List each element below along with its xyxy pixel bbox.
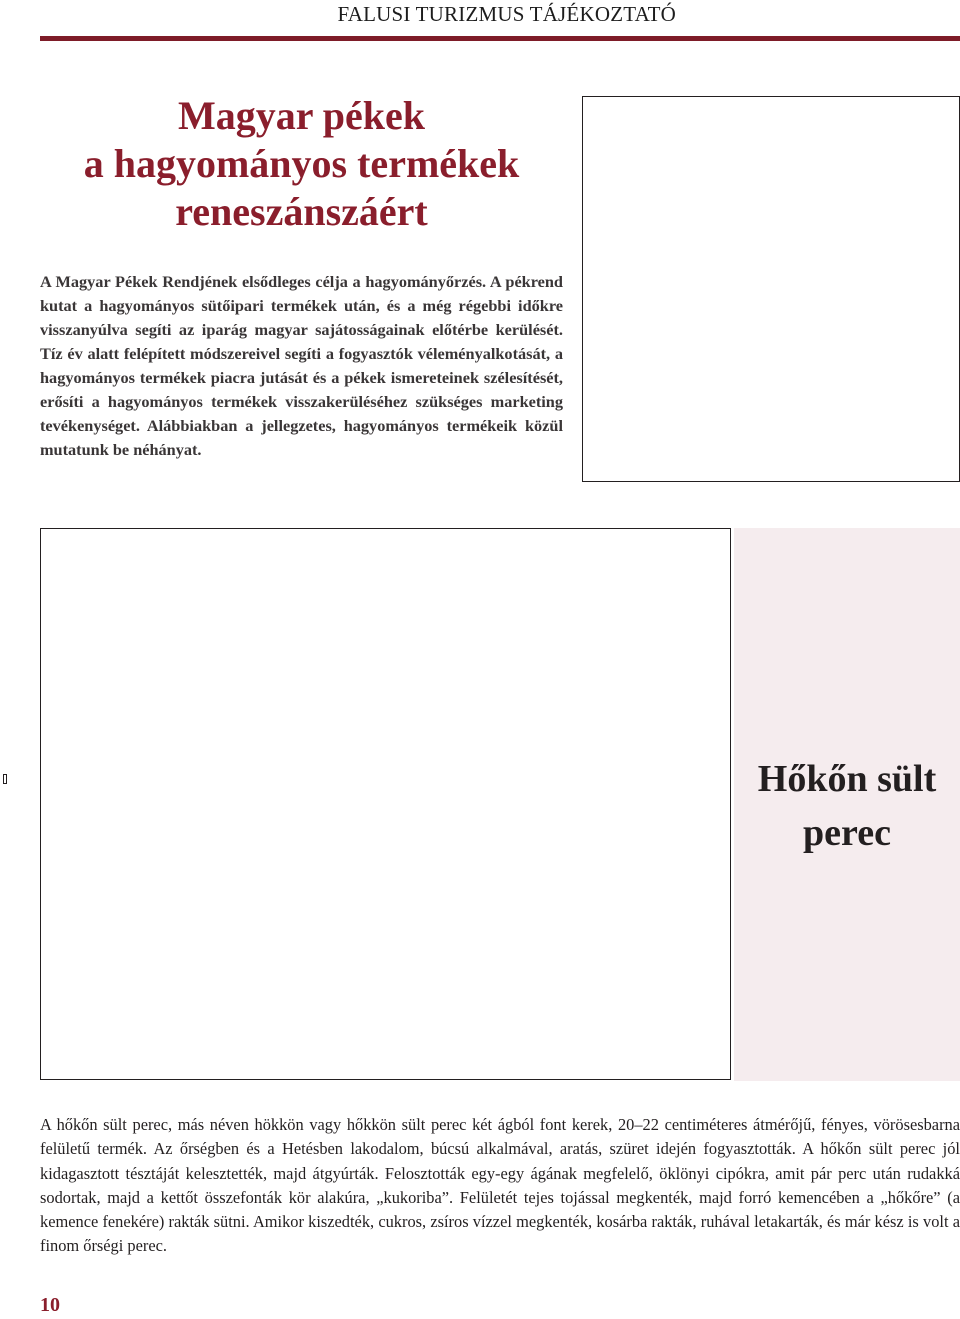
- article-title-line-3: reneszánszáért: [175, 189, 428, 234]
- photo-placeholder-main: [40, 528, 731, 1080]
- article-title: [40, 92, 563, 236]
- header-rule: [40, 36, 960, 41]
- article-intro: A Magyar Pékek Rendjének elsődleges célja a hagyományőrzés. A pékrend kutat a hagyományos sütőipari termékek után, és a még régebbi időkre visszanyúlva segíti az iparág magyar sajátosságainak előtérbe kerülését. Tíz év alatt felépített módszereivel segíti a fogyasztók véleményalkotását, a hagyományos termékek piacra jutását és a pékek ismereteinek szélesítését, erősíti a hagyományos termékek visszakerüléséhez szükséges marketing tevékenységet. Alábbiakban a jellegzetes, hagyományos termékeik közül mutatunk be néhányat.: [40, 272, 563, 459]
- feature-title: [734, 752, 960, 860]
- feature-title-line-2: perec: [803, 812, 891, 854]
- article-title-line-2: a hagyományos termékek: [83, 141, 520, 186]
- margin-mark: [3, 774, 7, 784]
- photo-placeholder-top: [582, 96, 960, 482]
- page-number: 10: [40, 1294, 60, 1316]
- running-header: FALUSI TURIZMUS TÁJÉKOZTATÓ: [337, 2, 676, 26]
- feature-title-line-1: Hőkőn sült: [757, 758, 937, 800]
- article-title-line-1: Magyar pékek: [177, 93, 426, 138]
- feature-body: A hőkőn sült perec, más néven hökkön vagy hőkkön sült perec két ágból font kerek, 20–22 centiméteres átmérőjű, fényes, vörösesbarna felületű termék. Az őrségben és a Hetésben lakodalom, búcsú alkalmával, aratás, szüret idején fogyasztották. A hőkőn sült perec jól kidagasztott tésztáját kelesztették, majd átgyúrták. Felosztották egy-egy ágának megfelelő, öklönyi cipókra, amit pár perc után rudakká sodortak, majd a kettőt összefonták kör alakúra, „kukoriba”. Felületét tejes tojással megkenték, majd forró kemencében a „hőkőre” (a kemence fenekére) rakták sütni. Amikor kiszedték, cukros, zsíros vízzel megkenték, kosárba rakták, ruhával letakarták, és már kész is volt a finom őrségi perec.: [40, 1115, 960, 1256]
